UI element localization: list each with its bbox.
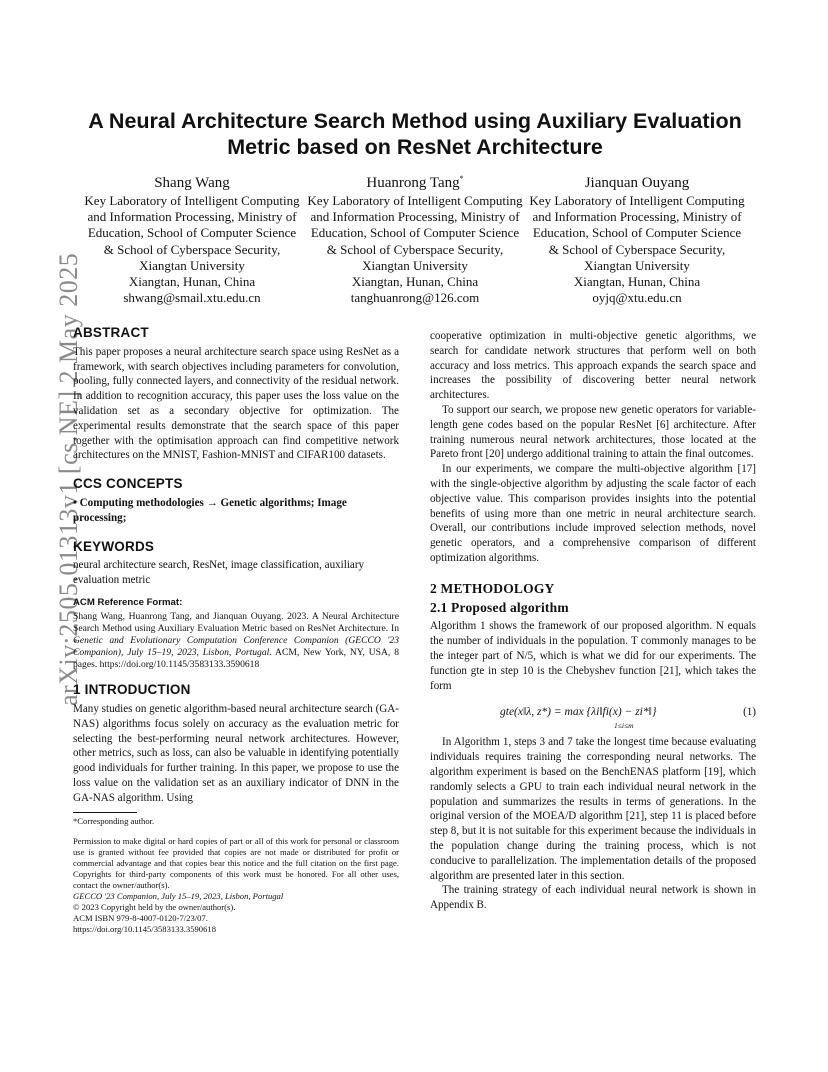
subsection-heading: 2.1 Proposed algorithm: [430, 599, 569, 615]
author-email: oyjq@xtu.edu.cn: [592, 290, 682, 306]
acm-reference: Shang Wang, Huanrong Tang, and Jianquan Ouyang. 2023. A Neural Architecture Search Method using Auxiliary Evaluation Metric based on ResNet Architecture. In Genetic and Evolutionary Computation Conference Companion (GECCO '23 Companion), July 15–19, 2023, Lisbon, Portugal. ACM, New York, NY, USA, 8 pages. https://doi.org/10.1145/3583133.3590618: [73, 610, 400, 671]
title-line-2: Metric based on ResNet Architecture: [227, 135, 603, 159]
keywords-text: neural architecture search, ResNet, image classification, auxiliary evaluation metric: [73, 559, 365, 587]
arxiv-identifier: arXiv:2505.01313v1 [cs.NE] 2 May 2025: [54, 252, 83, 706]
author-name: Jianquan Ouyang: [584, 175, 690, 191]
copyright-line: © 2023 Copyright held by the owner/author(s).: [73, 901, 236, 912]
right-paragraph-2: To support our search, we propose new genetic operators for variable-length gene codes based on the popular ResNet [6] architecture. After training numerous neural network architectures, those located at the Pareto front [20] undergo additional training to attain the final outcomes.: [430, 403, 756, 461]
keywords-heading: KEYWORDS: [73, 538, 155, 554]
acm-reference-heading: ACM Reference Format:: [73, 596, 183, 608]
abstract-text: This paper proposes a neural architecture search space using ResNet as a framework, with search objectives including parameters for convolution, pooling, fully connected layers, and connectivity of the residual network. In addition to recognition accuracy, this paper uses the loss value on the validation set as a secondary objective for optimization. The experimental results demonstrate that the search space of this paper together with the optimisation approach can find competitive network architectures on the MNIST, Fashion-MNIST and CIFAR100 datasets.: [73, 345, 399, 462]
permission-notice: Permission to make digital or hard copies of part or all of this work for personal or classroom use is granted without fee provided that copies are not made or distributed for profit or commercial advantage and that copies bear this notice and the full citation on the first page. Copyrights for third-party components of this work must be honored. For all other uses, contact the owner/author(s).: [73, 835, 399, 890]
author-email: tanghuanrong@126.com: [350, 290, 480, 306]
intro-heading: 1 INTRODUCTION: [73, 682, 191, 698]
equation-number: (1): [743, 706, 756, 719]
right-column: [430, 329, 756, 913]
right-paragraph-3: In our experiments, we compare the multi-objective algorithm [17] with the single-objective algorithm by adjusting the scale factor of each objective value. This comparison provides insights into the potential benefits of using more than one metric in neural architecture search. Overall, our contributions include improved selection methods, novel genetic operators, and a comprehensive comparison of different optimization algorithms.: [430, 463, 756, 564]
author-affiliation: Key Laboratory of Intelligent Computing and Information Processing, Ministry of Education, School of Computer Science & School of Cyberspace Security, Xiangtan University: [84, 193, 300, 273]
isbn-line: ACM ISBN 979-8-4007-0120-7/23/07.: [73, 912, 208, 923]
author-block-3: [529, 170, 745, 306]
equation-subscript: 1≤i≤m: [614, 721, 634, 731]
ccs-concepts: • Computing methodologies → Genetic algorithms; Image processing;: [73, 496, 347, 524]
paper-title: [60, 108, 770, 160]
author-location: Xiangtan, Hunan, China: [351, 274, 479, 290]
author-block-2: [307, 170, 523, 306]
conference-line: GECCO '23 Companion, July 15–19, 2023, Lisbon, Portugal: [73, 890, 284, 901]
equation: [430, 701, 756, 731]
author-name: Shang Wang: [154, 175, 230, 191]
author-block-1: [84, 170, 300, 306]
title-line-1: A Neural Architecture Search Method using Auxiliary Evaluation: [88, 109, 742, 133]
methodology-heading: 2 METHODOLOGY: [430, 580, 555, 596]
footnote: *Corresponding author.: [73, 815, 155, 826]
author-affiliation: Key Laboratory of Intelligent Computing and Information Processing, Ministry of Education, School of Computer Science & School of Cyberspace Security, Xiangtan University: [529, 193, 745, 273]
footnote-rule: [73, 812, 137, 813]
arxiv-sidebar: [14, 252, 83, 706]
intro-paragraph: Many studies on genetic algorithm-based neural architecture search (GA-NAS) algorithms focus solely on accuracy as the evaluation metric for selecting the best-performing neural network architectures. However, other metrics, such as loss, can also be valuable in identifying potentially good individuals for further training. In this paper, we propose to use the loss value on the validation set as an auxiliary indicator of DNN in the GA-NAS algorithm. Using: [73, 703, 399, 804]
author-location: Xiangtan, Hunan, China: [128, 274, 256, 290]
equation-formula: gte(x‖λ, z*) = max {λi‖fi(x) − zi*‖}: [500, 706, 657, 719]
author-location: Xiangtan, Hunan, China: [573, 274, 701, 290]
author-affiliation: Key Laboratory of Intelligent Computing and Information Processing, Ministry of Education, School of Computer Science & School of Cyberspace Security, Xiangtan University: [307, 193, 523, 273]
ccs-heading: CCS CONCEPTS: [73, 476, 183, 492]
method-paragraph-2: In Algorithm 1, steps 3 and 7 take the longest time because evaluating individuals requires training the corresponding neural networks. The algorithm experiment is based on the BenchENAS platform [19], which randomly selects a GPU to train each individual neural network in the population and summarizes the results in terms of generations. In the original version of the MOEA/D algorithm [21], step 11 is placed before step 8, but it is not suitable for this experiment because the individuals in the population change during the training process, which is not conducive to parallelization. The implementation details of the proposed algorithm are presented later in this section.: [430, 736, 756, 882]
author-name: Huanrong Tang*: [366, 174, 464, 191]
method-paragraph-1: Algorithm 1 shows the framework of our proposed algorithm. N equals the number of individuals in the population. T commonly manages to be the integer part of N/5, which is what we did for our experiments. The function gte in step 10 is the Chebyshev function [21], which takes the form: [430, 620, 756, 692]
method-paragraph-3: The training strategy of each individual neural network is shown in Appendix B.: [430, 884, 756, 912]
author-email: shwang@smail.xtu.edu.cn: [123, 290, 261, 306]
abstract-heading: ABSTRACT: [73, 325, 149, 340]
right-paragraph-1: cooperative optimization in multi-objective genetic algorithms, we search for candidate network structures that perform well on both accuracy and loss metrics. This approach expands the search space and increases the possibility of discovering better neural network architectures.: [430, 330, 756, 402]
doi-link[interactable]: https://doi.org/10.1145/3583133.3590618: [73, 923, 216, 934]
left-column: [73, 326, 399, 935]
